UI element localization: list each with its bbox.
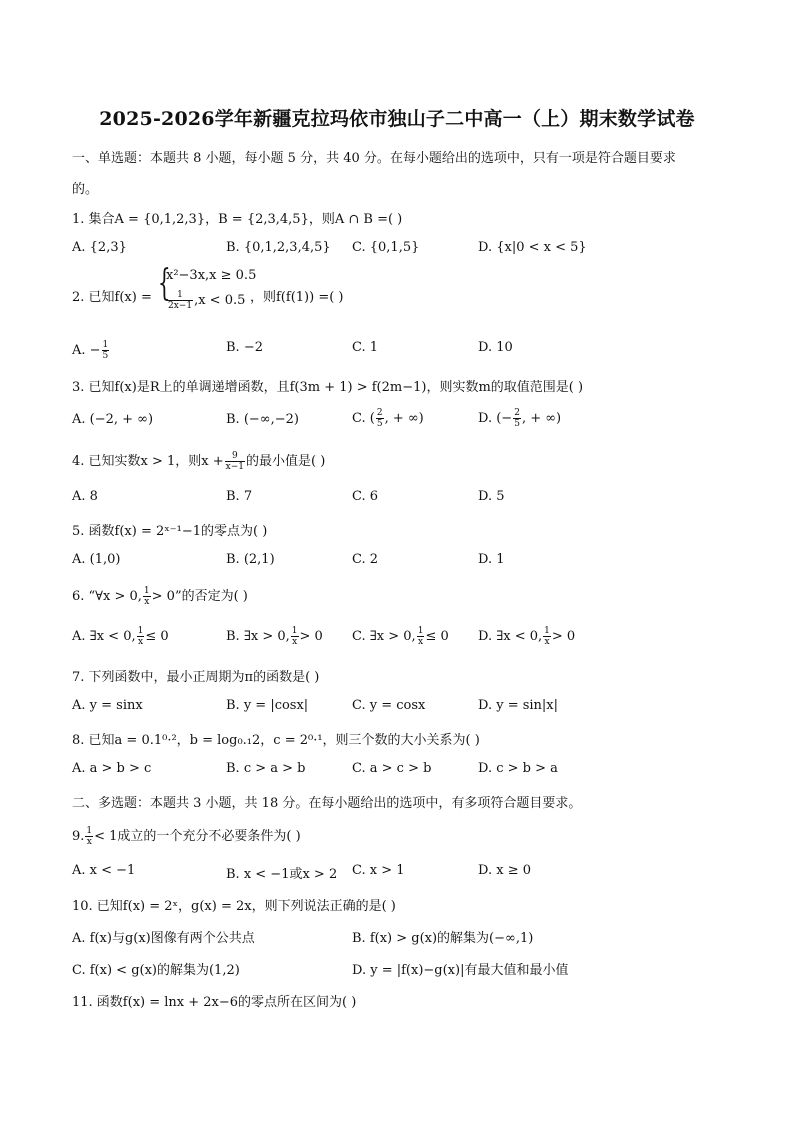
q4-option-c: C. 6 <box>352 489 379 504</box>
q2-case1: x²−3x,x ≥ 0.5 <box>166 268 257 283</box>
q1-option-c: C. {0,1,5} <box>352 240 420 255</box>
q7-option-a: A. y = sinx <box>72 698 143 713</box>
q2-case2-fraction: $\frac{1}{2x-1}$ <box>168 290 193 311</box>
q1-option-d: D. {x|0 < x < 5} <box>478 240 587 255</box>
q9-option-c: C. x > 1 <box>352 863 405 878</box>
q3-option-a: A. (−2, + ∞) <box>72 412 154 427</box>
q11-stem: 11. 函数f(x) = lnx + 2x−6的零点所在区间为( ) <box>72 995 357 1010</box>
q2-option-a: A. − $\frac{1}{5}$ <box>72 340 109 361</box>
q6-option-a: A. ∃x < 0, $\frac{1}{x}$ ≤ 0 <box>72 626 169 647</box>
q9-option-a: A. x < −1 <box>72 863 136 878</box>
q10-stem: 10. 已知f(x) = 2ˣ，g(x) = 2x，则下列说法正确的是( ) <box>72 899 396 914</box>
q4-option-b: B. 7 <box>226 489 253 504</box>
q5-option-a: A. (1,0) <box>72 552 121 567</box>
q10-option-d: D. y = |f(x)−g(x)|有最大值和最小值 <box>352 963 569 978</box>
q8-option-c: C. a > c > b <box>352 761 432 776</box>
q8-option-d: D. c > b > a <box>478 761 558 776</box>
section1-heading-cont: 的。 <box>72 182 99 197</box>
q2-case2: $\frac{1}{2x-1}$ ,x < 0.5 <box>168 290 246 311</box>
q3-option-d: D. (− $\frac{2}{5}$ , + ∞) <box>478 408 562 429</box>
q9-option-d: D. x ≥ 0 <box>478 863 531 878</box>
q5-option-b: B. (2,1) <box>226 552 275 567</box>
q6-option-d: D. ∃x < 0, $\frac{1}{x}$ > 0 <box>478 626 576 647</box>
q9-stem: 9. $\frac{1}{x}$ < 1成立的一个充分不必要条件为( ) <box>72 826 301 847</box>
q3-stem: 3. 已知f(x)是R上的单调递增函数，且f(3m + 1) > f(2m−1)，则实数m的取值范围是( ) <box>72 380 584 395</box>
q4-stem: 4. 已知实数x > 1，则x + $\frac{9}{x-1}$ 的最小值是( ) <box>72 451 326 472</box>
q2-option-b: B. −2 <box>226 340 263 355</box>
q1-option-a: A. {2,3} <box>72 240 127 255</box>
q2-suffix: ，则f(f(1)) =( ) <box>250 290 344 305</box>
q5-option-c: C. 2 <box>352 552 379 567</box>
q10-option-a: A. f(x)与g(x)图像有两个公共点 <box>72 931 255 946</box>
q10-option-c: C. f(x) < g(x)的解集为(1,2) <box>72 963 240 978</box>
section1-heading: 一、单选题：本题共 8 小题，每小题 5 分，共 40 分。在每小题给出的选项中，只有一项是符合题目要求 <box>72 151 676 166</box>
q8-option-a: A. a > b > c <box>72 761 152 776</box>
exam-title: 2025-2026学年新疆克拉玛依市独山子二中高一（上）期末数学试卷 <box>99 108 695 130</box>
q5-stem: 5. 函数f(x) = 2ˣ⁻¹−1的零点为( ) <box>72 524 268 539</box>
q2-option-d: D. 10 <box>478 340 513 355</box>
q4-option-d: D. 5 <box>478 489 505 504</box>
q2-brace: { <box>158 263 171 304</box>
q5-option-d: D. 1 <box>478 552 505 567</box>
q10-option-b: B. f(x) > g(x)的解集为(−∞,1) <box>352 931 534 946</box>
q6-stem: 6. “∀x > 0, $\frac{1}{x}$ > 0”的否定为( ) <box>72 586 248 607</box>
q7-option-d: D. y = sin|x| <box>478 698 559 713</box>
q1-option-b: B. {0,1,2,3,4,5} <box>226 240 331 255</box>
q7-option-c: C. y = cosx <box>352 698 426 713</box>
q1-stem: 1. 集合A = {0,1,2,3}，B = {2,3,4,5}，则A ∩ B =( ) <box>72 212 403 227</box>
q4-option-a: A. 8 <box>72 489 98 504</box>
q2-option-c: C. 1 <box>352 340 379 355</box>
q9-option-b: B. x < −1或x > 2 <box>226 867 338 882</box>
q6-option-b: B. ∃x > 0, $\frac{1}{x}$ > 0 <box>226 626 323 647</box>
q8-option-b: B. c > a > b <box>226 761 306 776</box>
q3-option-c: C. ( $\frac{2}{5}$ , + ∞) <box>352 408 424 429</box>
q7-stem: 7. 下列函数中，最小正周期为π的函数是( ) <box>72 670 320 685</box>
section2-heading: 二、多选题：本题共 3 小题，共 18 分。在每小题给出的选项中，有多项符合题目要求。 <box>72 796 582 811</box>
q2-prefix: 2. 已知f(x) = <box>72 290 152 305</box>
q8-stem: 8. 已知a = 0.1⁰·²，b = log₀.₁2，c = 2⁰·¹，则三个数的大小关系为( ) <box>72 733 480 748</box>
q3-option-b: B. (−∞,−2) <box>226 412 299 427</box>
q6-option-c: C. ∃x > 0, $\frac{1}{x}$ ≤ 0 <box>352 626 449 647</box>
q7-option-b: B. y = |cosx| <box>226 698 309 713</box>
